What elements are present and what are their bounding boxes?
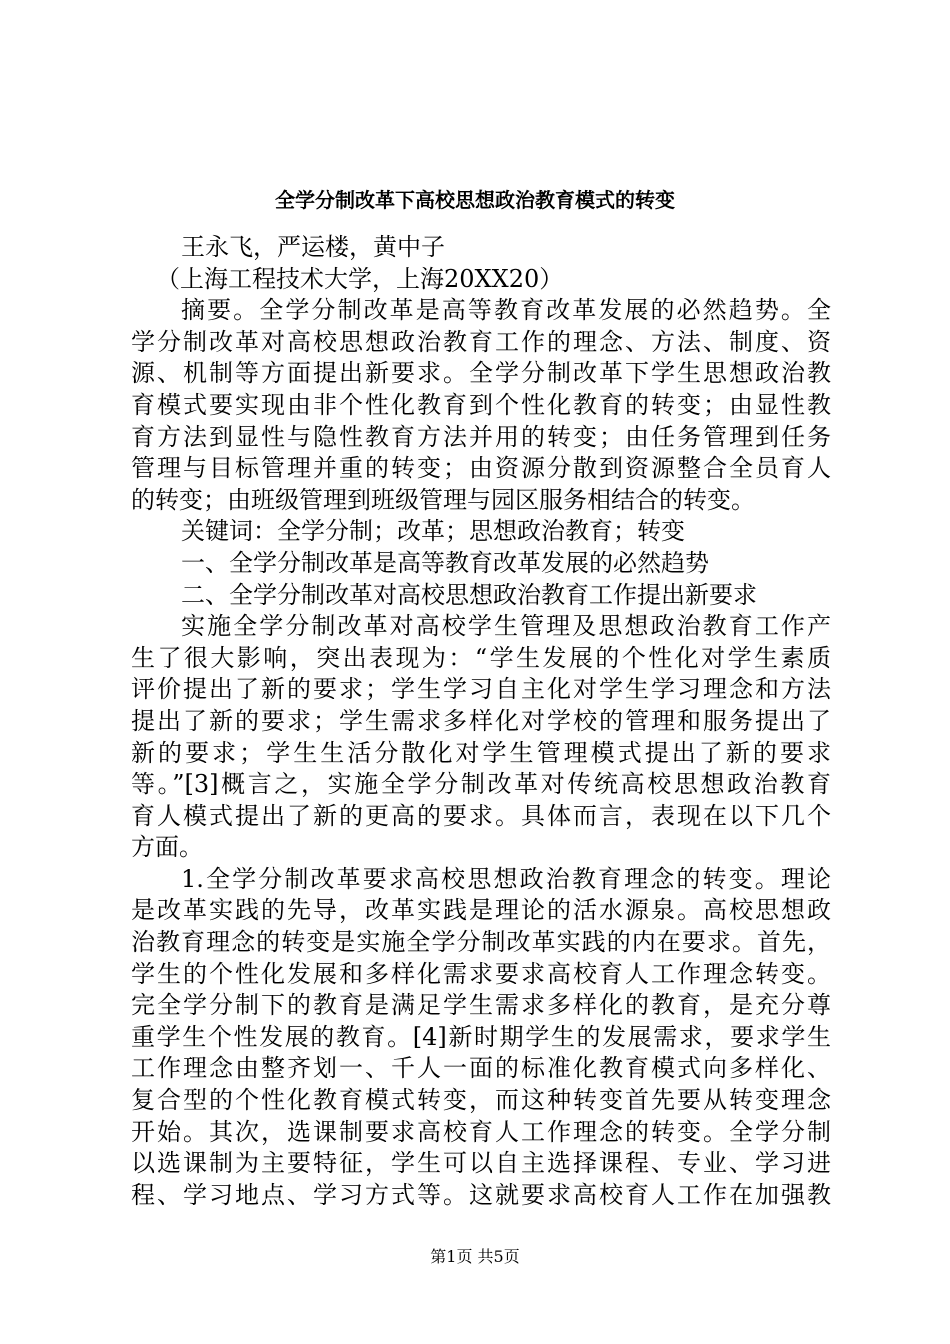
paragraph-line: 生了很大影响，突出表现为：“学生发展的个性化对学生素质 [131,643,831,672]
abstract-line: 育方法到显性与隐性教育方法并用的转变；由任务管理到任务 [131,422,831,451]
paragraph-line: 治教育理念的转变是实施全学分制改革实践的内在要求。首先， [131,928,831,957]
paragraph-line: 育人模式提出了新的更高的要求。具体而言，表现在以下几个 [131,801,831,830]
abstract-line: 摘要。全学分制改革是高等教育改革发展的必然趋势。全 [181,296,831,325]
paragraph-line: 重学生个性发展的教育。[4]新时期学生的发展需求，要求学生 [131,1022,831,1051]
section-heading: 一、全学分制改革是高等教育改革发展的必然趋势 [181,548,709,577]
abstract-line: 源、机制等方面提出新要求。全学分制改革下学生思想政治教 [131,359,831,388]
abstract-line: 育模式要实现由非个性化教育到个性化教育的转变；由显性教 [131,390,831,419]
paragraph-line: 以选课制为主要特征，学生可以自主选择课程、专业、学习进 [131,1149,831,1178]
paragraph-line: 完全学分制下的教育是满足学生需求多样化的教育，是充分尊 [131,991,831,1020]
section-heading: 二、全学分制改革对高校思想政治教育工作提出新要求 [181,580,757,609]
paragraph-line: 实施全学分制改革对高校学生管理及思想政治教育工作产 [181,612,831,641]
paragraph-line: 开始。其次，选课制要求高校育人工作理念的转变。全学分制 [131,1117,831,1146]
paragraph-line: 等。”[3]概言之，实施全学分制改革对传统高校思想政治教育 [131,770,831,799]
abstract-line: 管理与目标管理并重的转变；由资源分散到资源整合全员育人 [131,454,831,483]
paragraph-line: 程、学习地点、学习方式等。这就要求高校育人工作在加强教 [131,1180,831,1209]
paragraph-line: 工作理念由整齐划一、千人一面的标准化教育模式向多样化、 [131,1054,831,1083]
document-title: 全学分制改革下高校思想政治教育模式的转变 [275,188,675,212]
affiliation-line: （上海工程技术大学，上海20XX20） [156,264,564,293]
paragraph-line: 复合型的个性化教育模式转变，而这种转变首先要从转变理念 [131,1086,831,1115]
paragraph-line: 提出了新的要求；学生需求多样化对学校的管理和服务提出了 [131,706,831,735]
abstract-line: 的转变；由班级管理到班级管理与园区服务相结合的转变。 [131,485,755,514]
paragraph-line: 方面。 [131,833,203,862]
paragraph-line: 是改革实践的先导，改革实践是理论的活水源泉。高校思想政 [131,896,831,925]
page-footer: 第1页 共5页 [430,1247,520,1266]
paragraph-line: 新的要求；学生生活分散化对学生管理模式提出了新的要求 [131,738,831,767]
paragraph-line: 1.全学分制改革要求高校思想政治教育理念的转变。理论 [181,864,831,893]
paragraph-line: 学生的个性化发展和多样化需求要求高校育人工作理念转变。 [131,959,831,988]
authors-line: 王永飞，严运楼，黄中子 [181,233,445,261]
paragraph-line: 评价提出了新的要求；学生学习自主化对学生学习理念和方法 [131,675,831,704]
keywords-line: 关键词：全学分制；改革；思想政治教育；转变 [181,517,685,546]
document-body [131,232,831,1211]
abstract-line: 学分制改革对高校思想政治教育工作的理念、方法、制度、资 [131,327,831,356]
